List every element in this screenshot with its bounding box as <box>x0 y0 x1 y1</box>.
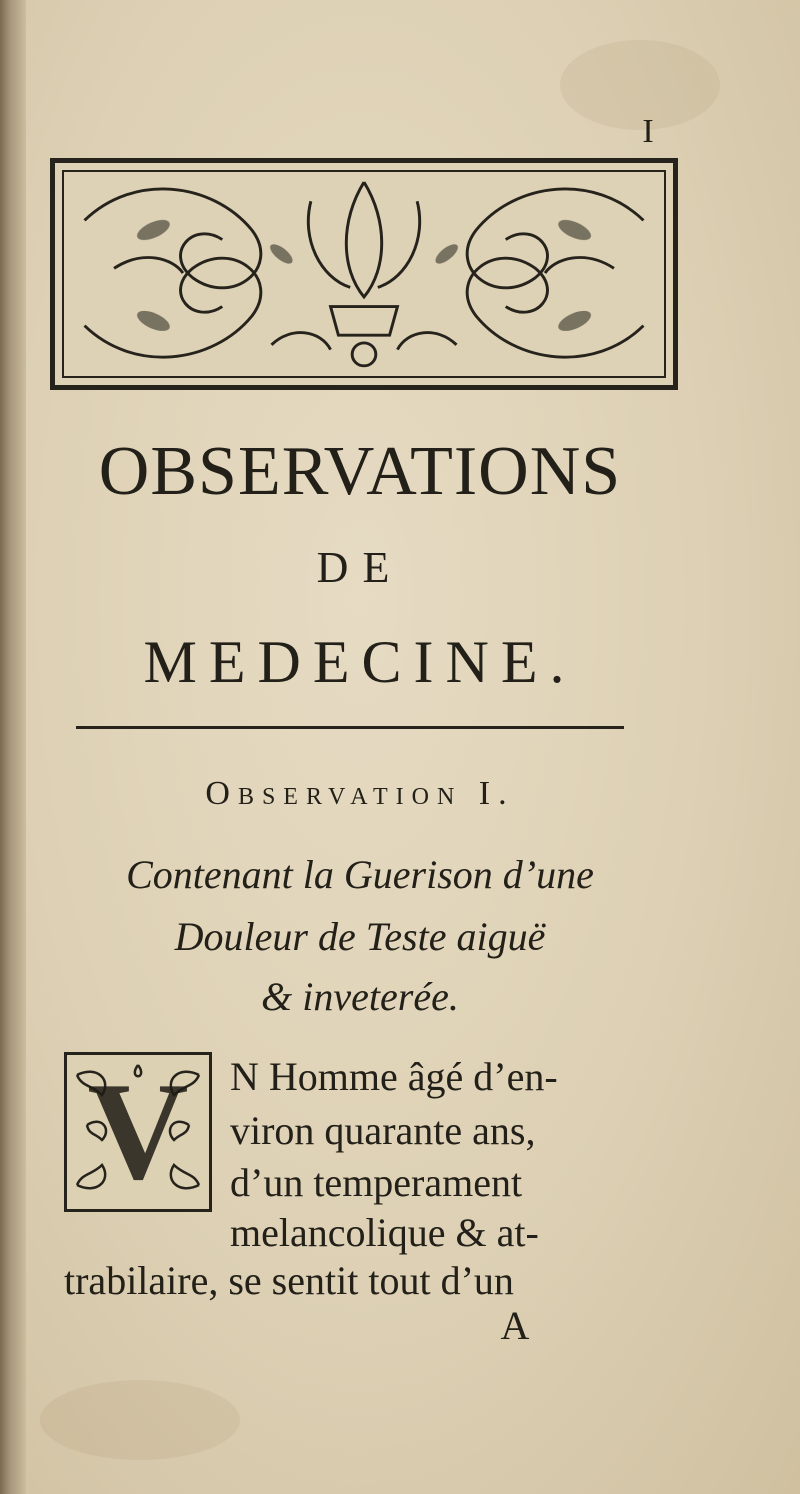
paper-stain <box>40 1380 240 1460</box>
ornamental-headpiece <box>50 158 678 390</box>
signature-mark: A <box>500 1303 530 1348</box>
observation-heading: Observation I. <box>205 775 515 812</box>
body-text-line: viron quarante ans, <box>230 1108 536 1153</box>
page-number: I <box>642 113 654 150</box>
subtitle-line: Contenant la Guerison d’une <box>126 852 594 897</box>
body-text-line: melancolique & at- <box>230 1210 539 1255</box>
title-observations: OBSERVATIONS <box>98 433 622 510</box>
subtitle-line: Douleur de Teste aiguë <box>174 914 546 959</box>
title-medecine: MEDECINE. <box>143 629 577 695</box>
decorated-drop-cap <box>64 1052 212 1212</box>
divider-rule <box>76 726 624 729</box>
body-text-line: N Homme âgé d’en- <box>230 1054 558 1099</box>
page-binding-edge <box>0 0 26 1494</box>
body-text-line: d’un temperament <box>230 1160 523 1205</box>
floral-ornament-icon <box>55 163 673 385</box>
drop-cap-letter: V <box>87 1054 189 1209</box>
subtitle-line: & inveterée. <box>261 974 459 1019</box>
body-text-line: trabilaire, se sentit tout d’un <box>64 1258 514 1303</box>
title-de: DE <box>316 543 404 592</box>
